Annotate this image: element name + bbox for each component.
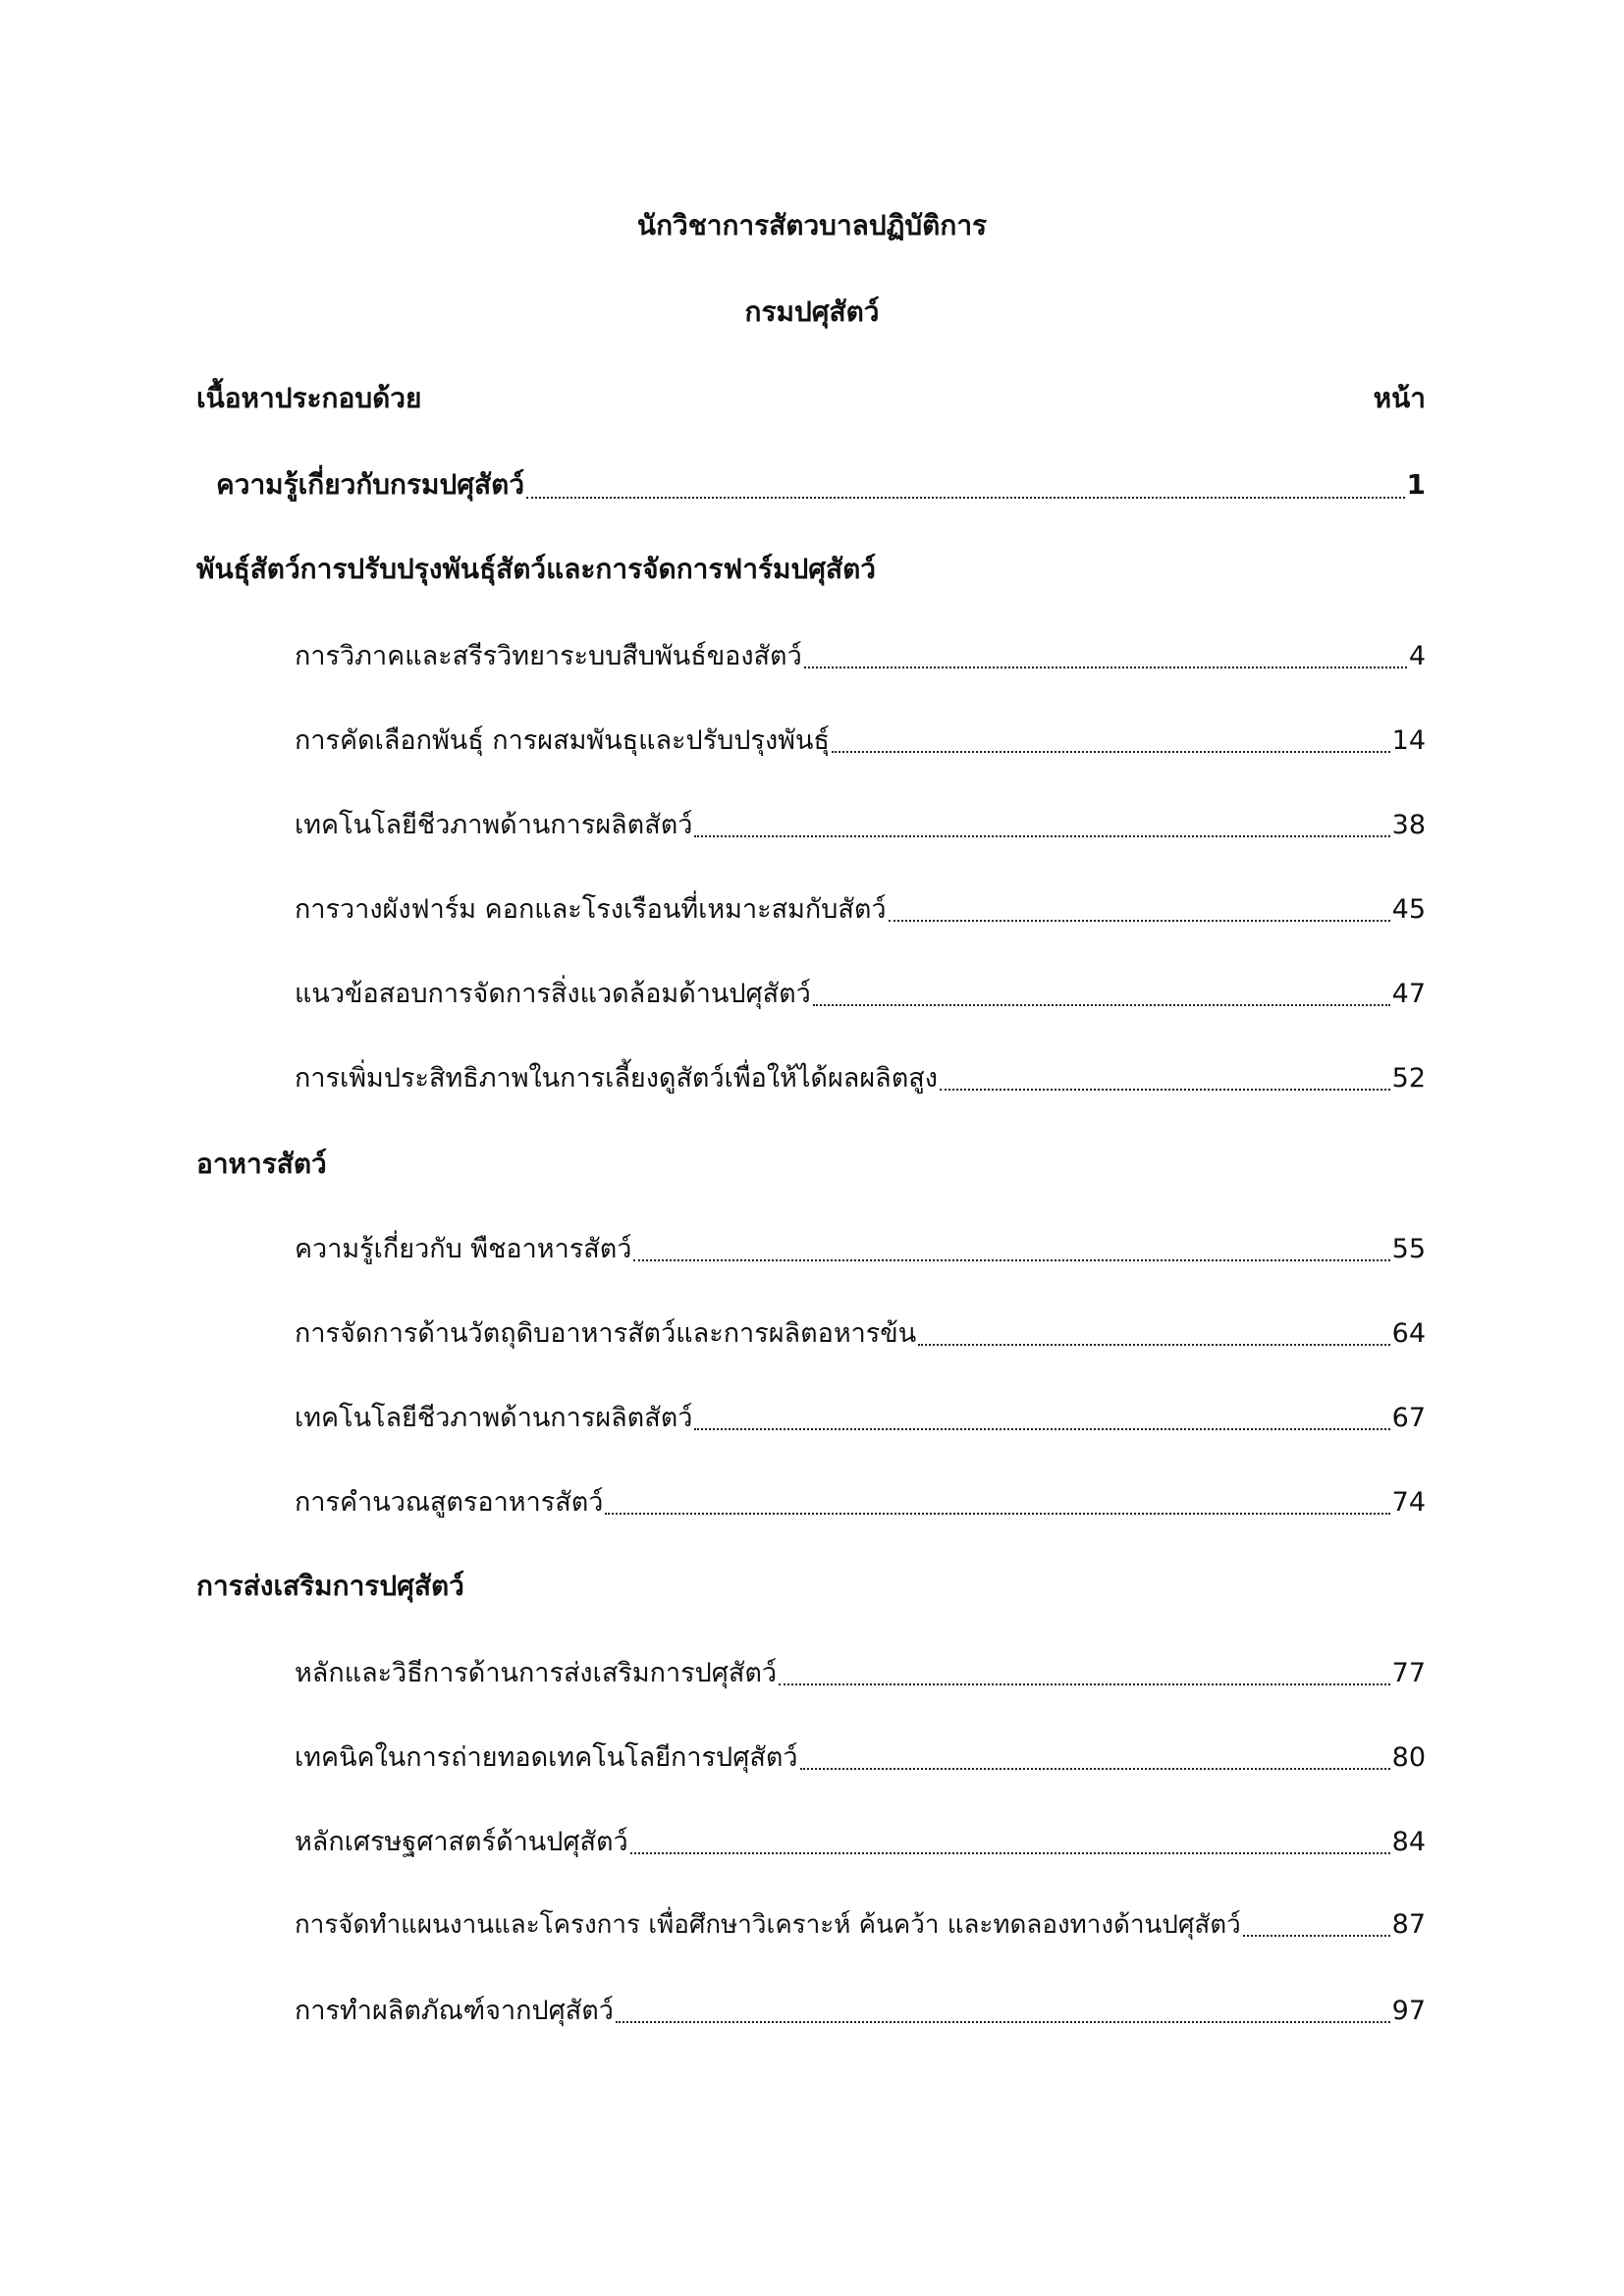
toc-entry-page: 52 [1391,1063,1426,1094]
leader-dots [526,497,1404,499]
toc-entry [295,634,1426,676]
section-heading-feed: อาหารสัตว์ [196,1148,327,1180]
toc-entry [295,1989,1426,2031]
leader-dots [694,1428,1389,1430]
toc-entry-label: การวางผังฟาร์ม คอกและโรงเรือนที่เหมาะสมกับสัตว์ [295,894,887,925]
leader-dots [940,1089,1390,1091]
toc-entry-page: 55 [1391,1234,1426,1264]
toc-entry-page: 38 [1391,810,1426,840]
section-heading-extension: การส่งเสริมการปศุสัตว์ [196,1570,464,1602]
document-title: นักวิชาการสัตวบาลปฏิบัติการ [636,209,988,241]
toc-entry-page: 4 [1408,641,1426,671]
toc-entry [295,1396,1426,1438]
toc-entry [295,1651,1426,1693]
leader-dots [800,1768,1390,1770]
toc-entry-page: 45 [1391,894,1426,925]
leader-dots [1243,1935,1390,1937]
toc-entry [295,1904,1426,1945]
leader-dots [694,835,1389,837]
toc-entry [295,887,1426,930]
toc-entry-page: 47 [1391,979,1426,1009]
toc-entry [295,1735,1426,1778]
toc-entry-label: เทคโนโลยีชีวภาพด้านการผลิตสัตว์ [295,810,693,840]
toc-entry [295,1480,1426,1522]
toc-entry-label: แนวข้อสอบการจัดการสิ่งแวดล้อมด้านปศุสัตว์ [295,979,811,1009]
toc-entry-page: 97 [1391,1996,1426,2026]
document-subtitle: กรมปศุสัตว์ [744,295,880,328]
leader-dots [804,667,1407,668]
toc-entry [295,1056,1426,1098]
leader-dots [630,1852,1390,1854]
toc-entry-page: 80 [1391,1742,1426,1773]
toc-entry-label: การคำนวณสูตรอาหารสัตว์ [295,1487,604,1518]
leader-dots [889,920,1390,922]
toc-entry [295,972,1426,1014]
toc-entry-label: ความรู้เกี่ยวกับกรมปศุสัตว์ [216,468,525,501]
toc-entry [295,1227,1426,1269]
toc-entry-page: 64 [1391,1318,1426,1349]
toc-entry [295,803,1426,845]
toc-entry [295,1311,1426,1354]
toc-header [196,377,1426,420]
leader-dots [813,1004,1390,1006]
toc-entry-label: เทคโนโลยีชีวภาพด้านการผลิตสัตว์ [295,1403,693,1433]
leader-dots [605,1513,1389,1515]
toc-entry-label: หลักเศรษฐศาสตร์ด้านปศุสัตว์ [295,1827,628,1857]
toc-entry-label: หลักและวิธีการด้านการส่งเสริมการปศุสัตว์ [295,1658,778,1688]
toc-entry-label: เทคนิคในการถ่ายทอดเทคโนโลยีการปศุสัตว์ [295,1742,798,1773]
toc-entry-label: การจัดการด้านวัตถุดิบอาหารสัตว์และการผลิตอหารข้น [295,1318,917,1349]
toc-entry-label: การวิภาคและสรีรวิทยาระบบสืบพันธ์ของสัตว์ [295,641,802,671]
leader-dots [832,751,1390,753]
leader-dots [633,1259,1389,1261]
toc-entry-label: ความรู้เกี่ยวกับ พืชอาหารสัตว์ [295,1234,632,1264]
toc-entry-label: การทำผลิตภัณฑ์จากปศุสัตว์ [295,1996,614,2026]
toc-entry-intro [216,463,1426,507]
toc-entry-page: 74 [1391,1487,1426,1518]
leader-dots [616,2021,1390,2023]
toc-header-label: เนื้อหาประกอบด้วย [196,382,422,414]
leader-dots [779,1683,1390,1685]
section-heading-breeding: พันธุ์สัตว์การปรับปรุงพันธุ์สัตว์และการจัดการฟาร์มปศุสัตว์ [196,553,877,585]
toc-entry [295,719,1426,761]
toc-entry [295,1820,1426,1862]
toc-header-page-label: หน้า [1373,382,1426,414]
toc-entry-page: 87 [1391,1909,1426,1940]
toc-entry-label: การเพิ่มประสิทธิภาพในการเลี้ยงดูสัตว์เพื่อให้ได้ผลผลิตสูง [295,1063,938,1094]
toc-entry-page: 77 [1391,1658,1426,1688]
toc-entry-page: 14 [1391,725,1426,756]
toc-entry-page: 67 [1391,1403,1426,1433]
toc-entry-label: การคัดเลือกพันธุ์ การผสมพันธุและปรับปรุงพันธุ์ [295,725,830,756]
leader-dots [918,1344,1389,1346]
toc-entry-label: การจัดทำแผนงานและโครงการ เพื่อศึกษาวิเคราะห์ ค้นคว้า และทดลองทางด้านปศุสัตว์ [295,1910,1241,1940]
toc-entry-page: 1 [1406,468,1426,501]
toc-entry-page: 84 [1391,1827,1426,1857]
